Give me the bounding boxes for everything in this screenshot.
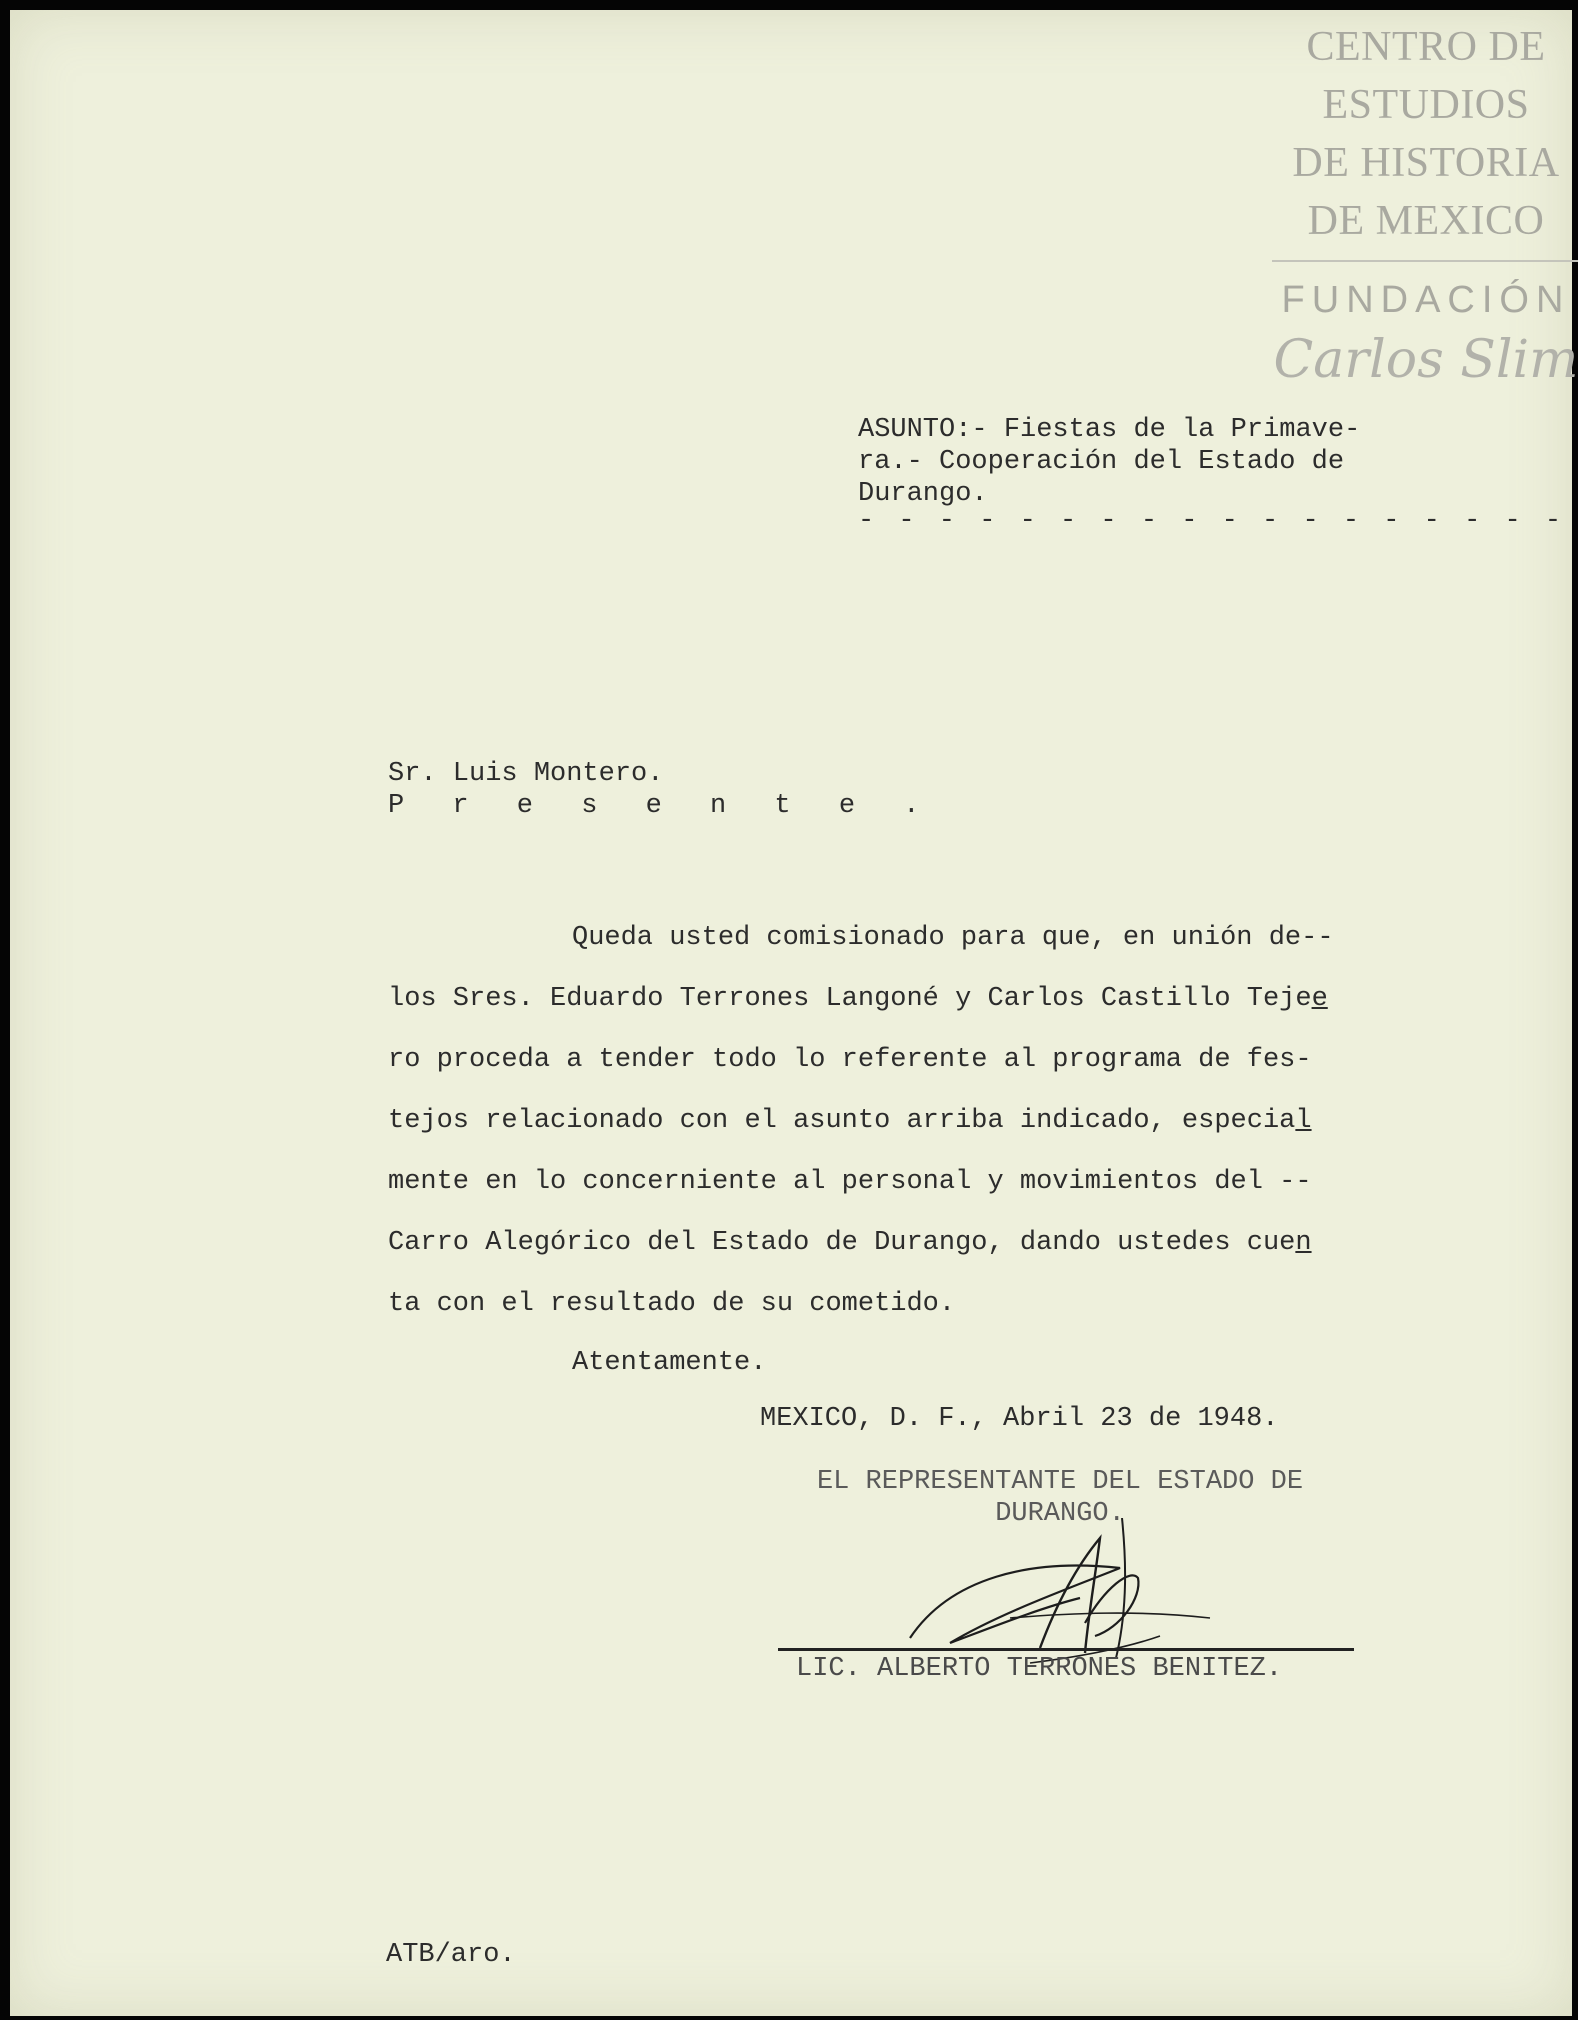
watermark-line: DE MEXICO bbox=[1307, 198, 1545, 244]
watermark-line: CENTRO DE bbox=[1306, 24, 1546, 70]
addressee-block bbox=[388, 758, 935, 822]
body-text: tejos relacionado con el asunto arriba indicado, especia bbox=[388, 1106, 1296, 1136]
body-text: los Sres. Eduardo Terrones Langoné y Carlos Castillo Teje bbox=[388, 984, 1312, 1014]
dateline: MEXICO, D. F., Abril 23 de 1948. bbox=[760, 1404, 1279, 1434]
watermark-line: DE HISTORIA bbox=[1292, 140, 1560, 186]
signature-rule bbox=[778, 1648, 1354, 1651]
typist-initials: ATB/aro. bbox=[386, 1940, 516, 1970]
body-line bbox=[388, 1213, 1448, 1274]
body-text-underlined: n bbox=[1295, 1228, 1312, 1258]
subject-dash-rule: - - - - - - - - - - - - - - - - - - bbox=[858, 506, 1566, 536]
subject-line: Durango. bbox=[858, 479, 988, 509]
body-line bbox=[388, 969, 1448, 1030]
watermark-line: ESTUDIOS bbox=[1322, 82, 1530, 128]
addressee-presente: P r e s e n t e . bbox=[388, 791, 936, 821]
watermark-script-logo: Carlos Slim bbox=[1273, 330, 1578, 390]
watermark-divider bbox=[1272, 260, 1578, 262]
document-page bbox=[10, 10, 1578, 2016]
body-line: mente en lo concerniente al personal y movimientos del -- bbox=[388, 1167, 1312, 1197]
closing-atentamente: Atentamente. bbox=[572, 1348, 767, 1378]
subject-line: ra.- Cooperación del Estado de bbox=[858, 447, 1345, 477]
signer-name: LIC. ALBERTO TERRONES BENITEZ. bbox=[796, 1654, 1283, 1684]
watermark-foundation: FUNDACIÓN bbox=[1281, 279, 1571, 321]
body-line bbox=[388, 1091, 1448, 1152]
body-text: Carro Alegórico del Estado de Durango, dando ustedes cue bbox=[388, 1228, 1296, 1258]
body-text-underlined: l bbox=[1295, 1106, 1312, 1136]
addressee-name: Sr. Luis Montero. bbox=[388, 759, 664, 789]
body-line: Queda usted comisionado para que, en unión de-- bbox=[572, 923, 1334, 953]
body-text-underlined: e bbox=[1311, 984, 1328, 1014]
body-line: ta con el resultado de su cometido. bbox=[388, 1289, 956, 1319]
body-line: ro proceda a tender todo lo referente al programa de fes- bbox=[388, 1045, 1312, 1075]
representative-line: EL REPRESENTANTE DEL ESTADO DE bbox=[816, 1467, 1304, 1497]
representative-line: DURANGO. bbox=[995, 1499, 1125, 1529]
handwritten-signature bbox=[890, 1518, 1230, 1668]
archive-watermark bbox=[1272, 18, 1578, 396]
subject-line: ASUNTO:- Fiestas de la Primave- bbox=[858, 415, 1361, 445]
letter-body bbox=[388, 908, 1448, 1335]
subject-block bbox=[858, 414, 1360, 510]
